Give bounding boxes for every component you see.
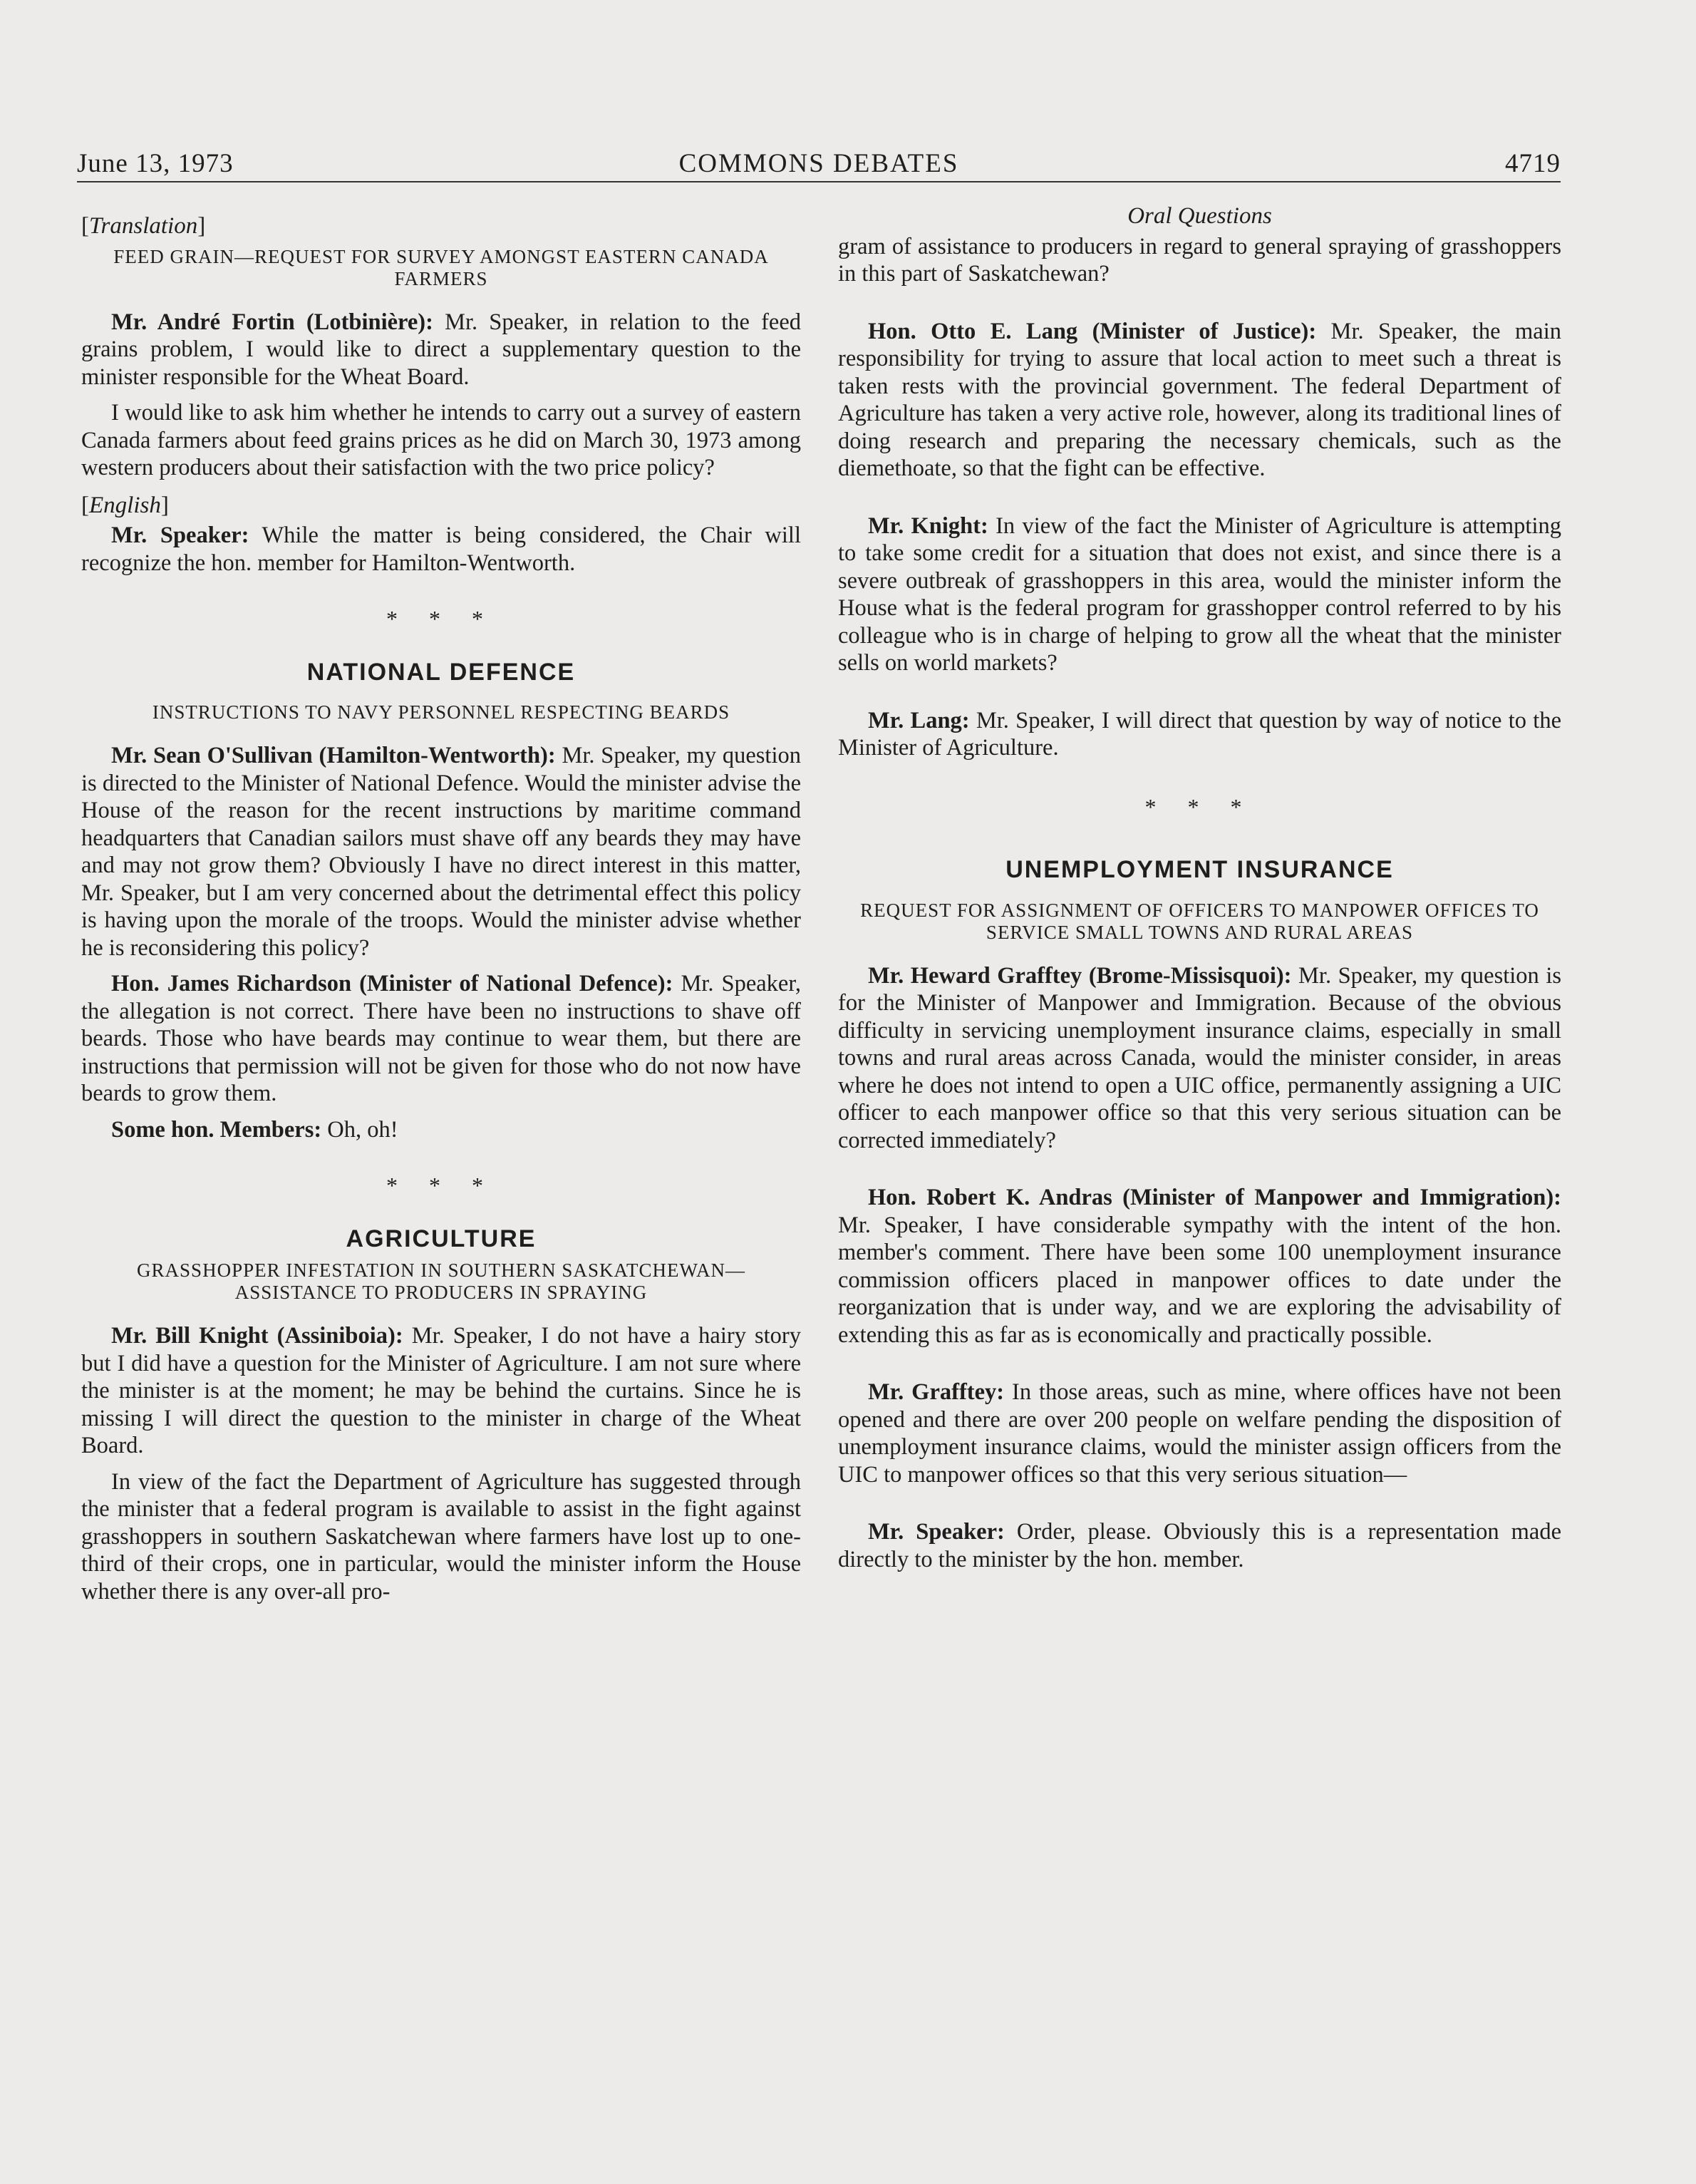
paragraph-knight bbox=[81, 1322, 801, 1460]
speaker-name: Mr. Speaker: bbox=[111, 522, 249, 548]
paragraph-speaker-2 bbox=[838, 1518, 1561, 1573]
running-head: Oral Questions bbox=[1127, 203, 1272, 229]
speaker-name: Mr. Bill Knight (Assiniboia): bbox=[111, 1323, 403, 1349]
subhead-beards: INSTRUCTIONS TO NAVY PERSONNEL RESPECTING BEARDS bbox=[152, 701, 730, 723]
speaker-name: Hon. James Richardson (Minister of National Defence): bbox=[111, 971, 673, 996]
paragraph-text: Mr. Speaker, I have considerable sympathy with the intent of the hon. member's comment. There have been some 100 unemployment insurance commission officers placed in manpower offices to date under the reorganization that is under way, and we are exploring the advisability of extending this as far as is economically and practically possible. bbox=[838, 1212, 1561, 1348]
right-column bbox=[838, 198, 1561, 1582]
header-page-number: 4719 bbox=[1505, 149, 1561, 178]
speaker-name: Mr. Heward Grafftey (Brome-Missisquoi): bbox=[868, 962, 1292, 989]
english-tag: [English] bbox=[81, 492, 169, 518]
speaker-name: Mr. Knight: bbox=[868, 512, 988, 539]
paragraph-grafftey-2 bbox=[838, 1379, 1561, 1488]
speaker-name: Mr. André Fortin (Lotbinière): bbox=[111, 309, 433, 335]
speaker-name: Mr. Lang: bbox=[868, 707, 970, 733]
speaker-name: Hon. Robert K. Andras (Minister of Manpower and Immigration): bbox=[868, 1185, 1561, 1210]
paragraph-text: Order, please. Obviously this is a representation made directly to the minister by the hon. member. bbox=[838, 1519, 1561, 1572]
left-column bbox=[81, 198, 801, 1614]
header-title: COMMONS DEBATES bbox=[678, 149, 959, 178]
paragraph-text: While the matter is being considered, the Chair will recognize the hon. member for Hamilton-Wentworth. bbox=[81, 522, 801, 576]
speaker-name: Mr. Sean O'Sullivan (Hamilton-Wentworth): bbox=[111, 743, 556, 768]
paragraph-text: Mr. Speaker, the allegation is not correct. There have been no instructions to shave off beards. Those who have beards may continue to wear them, but there are instructions that permission will not be given for those who do not now have beards to grow them. bbox=[81, 971, 801, 1106]
paragraph-text: Oh, oh! bbox=[321, 1116, 398, 1143]
subhead-officers: REQUEST FOR ASSIGNMENT OF OFFICERS TO MANPOWER OFFICES TO SERVICE SMALL TOWNS AND RURAL AREAS bbox=[860, 899, 1539, 943]
paragraph-text: In view of the fact the Minister of Agriculture is attempting to take some credit for a situation that does not exist, and since there is a severe outbreak of grasshoppers in this area, would the minister inform the House what is the federal program for grasshopper control referred to by his colleague who is in charge of helping to grow all the wheat that the minister sells on world markets? bbox=[838, 512, 1561, 676]
header-date: June 13, 1973 bbox=[77, 149, 234, 178]
paragraph-text: Mr. Speaker, in relation to the feed grains problem, I would like to direct a supplementary question to the minister responsible for the Wheat Board. bbox=[81, 309, 801, 390]
paragraph-andras bbox=[838, 1184, 1561, 1349]
paragraph-text: Mr. Speaker, the main responsibility for trying to assure that local action to meet such a threat is taken rests with the provincial government. The federal Department of Agriculture has taken a very active role, however, along its traditional lines of doing research and preparing the necessary chemicals, such as the diemethoate, so that the fight can be effective. bbox=[838, 318, 1561, 481]
section-separator: * * * bbox=[386, 1173, 496, 1198]
paragraph-osullivan bbox=[81, 742, 801, 962]
speaker-name: Hon. Otto E. Lang (Minister of Justice): bbox=[868, 318, 1317, 344]
section-heading-national-defence: NATIONAL DEFENCE bbox=[306, 658, 576, 686]
paragraph-fortin bbox=[81, 309, 801, 391]
translation-tag: [Translation] bbox=[81, 213, 206, 239]
subhead-grasshopper: GRASSHOPPER INFESTATION IN SOUTHERN SASKATCHEWAN—ASSISTANCE TO PRODUCERS IN SPRAYING bbox=[137, 1260, 745, 1303]
paragraph-speaker-1 bbox=[81, 522, 801, 577]
paragraph-text: Mr. Speaker, my question is directed to the Minister of National Defence. Would the minister advise the House of the reason for the recent instructions by maritime command headquarters that Canadian sailors must shave off any beards they may have and may not grow them? Obviously I have no direct interest in this matter, Mr. Speaker, but I am very concerned about the detrimental effect this policy is having upon the morale of the troops. Would the minister advise whether he is reconsidering this policy? bbox=[81, 743, 801, 961]
speaker-name: Mr. Grafftey: bbox=[868, 1379, 1005, 1405]
paragraph-lang bbox=[838, 318, 1561, 483]
paragraph-knight-2: In view of the fact the Department of Agriculture has suggested through the minister that a federal program is available to assist in the fight against grasshoppers in southern Saskatchewan where farmers have lost up to one-third of their crops, one in particular, would the minister inform the House whether there is any over-all pro- bbox=[81, 1468, 801, 1604]
speaker-name: Some hon. Members: bbox=[111, 1116, 322, 1143]
page-header bbox=[77, 145, 1561, 182]
paragraph-knight-continued: gram of assistance to producers in regard to general spraying of grasshoppers in this part of Saskatchewan? bbox=[838, 233, 1561, 287]
paragraph-text: Mr. Speaker, my question is for the Minister of Manpower and Immigration. Because of the obvious difficulty in servicing unemployment insurance claims, especially in small towns and rural areas across Canada, would the minister consider, in areas where he does not intend to open a UIC office, permanently assigning a UIC officer to each manpower office so that this very serious situation can be corrected immediately? bbox=[838, 962, 1561, 1153]
section-heading-unemployment: UNEMPLOYMENT INSURANCE bbox=[1005, 856, 1394, 883]
paragraph-text: In those areas, such as mine, where offices have not been opened and there are over 200 people on welfare pending the disposition of unemployment insurance claims, would the minister assign officers from the UIC to manpower offices so that this very serious situation— bbox=[838, 1379, 1561, 1488]
paragraph-grafftey bbox=[838, 962, 1561, 1155]
paragraph-richardson bbox=[81, 970, 801, 1108]
section-heading-agriculture: AGRICULTURE bbox=[346, 1225, 537, 1252]
section-separator: * * * bbox=[386, 606, 496, 632]
paragraph-text: Mr. Speaker, I will direct that question by way of notice to the Minister of Agriculture. bbox=[838, 707, 1561, 761]
subhead-feed-grain: FEED GRAIN—REQUEST FOR SURVEY AMONGST EASTERN CANADA FARMERS bbox=[113, 245, 769, 289]
speaker-name: Mr. Speaker: bbox=[868, 1519, 1005, 1545]
paragraph-knight-3 bbox=[838, 512, 1561, 677]
paragraph-members bbox=[81, 1116, 801, 1144]
paragraph-text: Mr. Speaker, I do not have a hairy story but I did have a question for the Minister of Agriculture. I am not sure where the minister is at the moment; he may be behind the curtains. Since he is missing I will direct the question to the minister in charge of the Wheat Board. bbox=[81, 1323, 801, 1458]
section-separator: * * * bbox=[1144, 793, 1255, 820]
paragraph-lang-2 bbox=[838, 707, 1561, 762]
paragraph-fortin-2: I would like to ask him whether he intends to carry out a survey of eastern Canada farmers about feed grains prices as he did on March 30, 1973 among western producers about their satisfaction with the two price policy? bbox=[81, 400, 801, 480]
